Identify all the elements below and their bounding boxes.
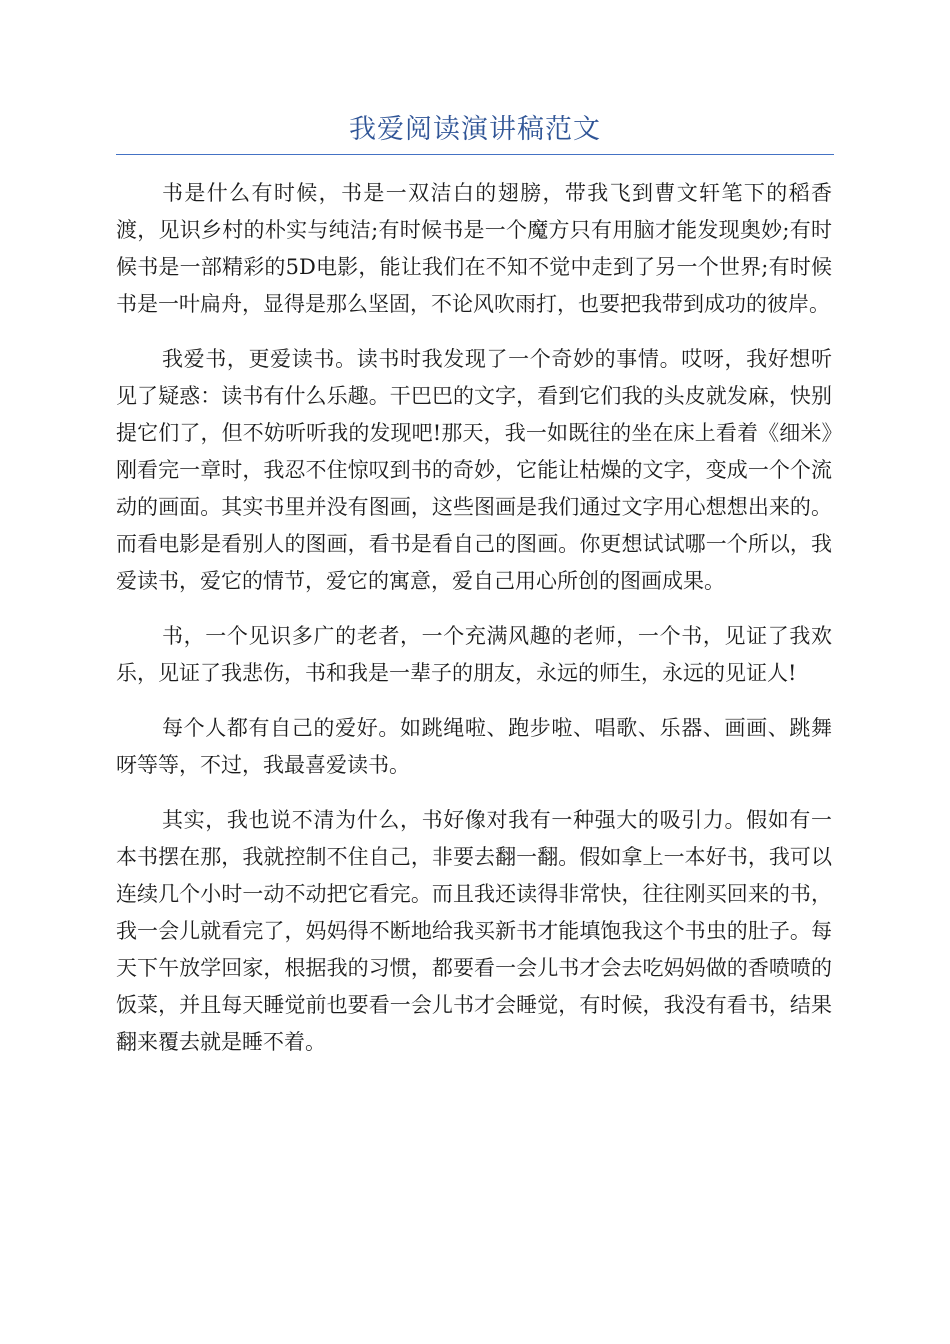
title-underline bbox=[116, 154, 834, 155]
paragraph-5: 其实，我也说不清为什么，书好像对我有一种强大的吸引力。假如有一本书摆在那，我就控制不住自己，非要去翻一翻。假如拿上一本好书，我可以连续几个小时一动不动把它看完。而且我还读得非常快，往往刚买回来的书，我一会儿就看完了，妈妈得不断地给我买新书才能填饱我这个书虫的肚子。每天下午放学回家，根据我的习惯，都要看一会儿书才会去吃妈妈做的香喷喷的饭菜，并且每天睡觉前也要看一会儿书才会睡觉，有时候，我没有看书，结果翻来覆去就是睡不着。 bbox=[116, 808, 832, 1054]
document-body bbox=[116, 175, 832, 1079]
paragraph-4: 每个人都有自己的爱好。如跳绳啦、跑步啦、唱歌、乐器、画画、跳舞呀等等，不过，我最喜爱读书。 bbox=[116, 716, 832, 777]
paragraph-3: 书，一个见识多广的老者，一个充满风趣的老师，一个书，见证了我欢乐，见证了我悲伤，书和我是一辈子的朋友，永远的师生，永远的见证人! bbox=[116, 624, 832, 685]
document-title: 我爱阅读演讲稿范文 bbox=[349, 114, 601, 145]
paragraph-1: 书是什么有时候，书是一双洁白的翅膀，带我飞到曹文轩笔下的稻香渡，见识乡村的朴实与纯洁;有时候书是一个魔方只有用脑才能发现奥妙;有时候书是一部精彩的5D电影，能让我们在不知不觉中走到了另一个世界;有时候书是一叶扁舟，显得是那么坚固，不论风吹雨打，也要把我带到成功的彼岸。 bbox=[116, 181, 832, 316]
paragraph-2: 我爱书，更爱读书。读书时我发现了一个奇妙的事情。哎呀，我好想听见了疑惑：读书有什么乐趣。干巴巴的文字，看到它们我的头皮就发麻，快别提它们了，但不妨听听我的发现吧!那天，我一如既往的坐在床上看着《细米》刚看完一章时，我忍不住惊叹到书的奇妙，它能让枯燥的文字，变成一个个流动的画面。其实书里并没有图画，这些图画是我们通过文字用心想想出来的。而看电影是看别人的图画，看书是看自己的图画。你更想试试哪一个所以，我爱读书，爱它的情节，爱它的寓意，爱自己用心所创的图画成果。 bbox=[116, 347, 832, 593]
